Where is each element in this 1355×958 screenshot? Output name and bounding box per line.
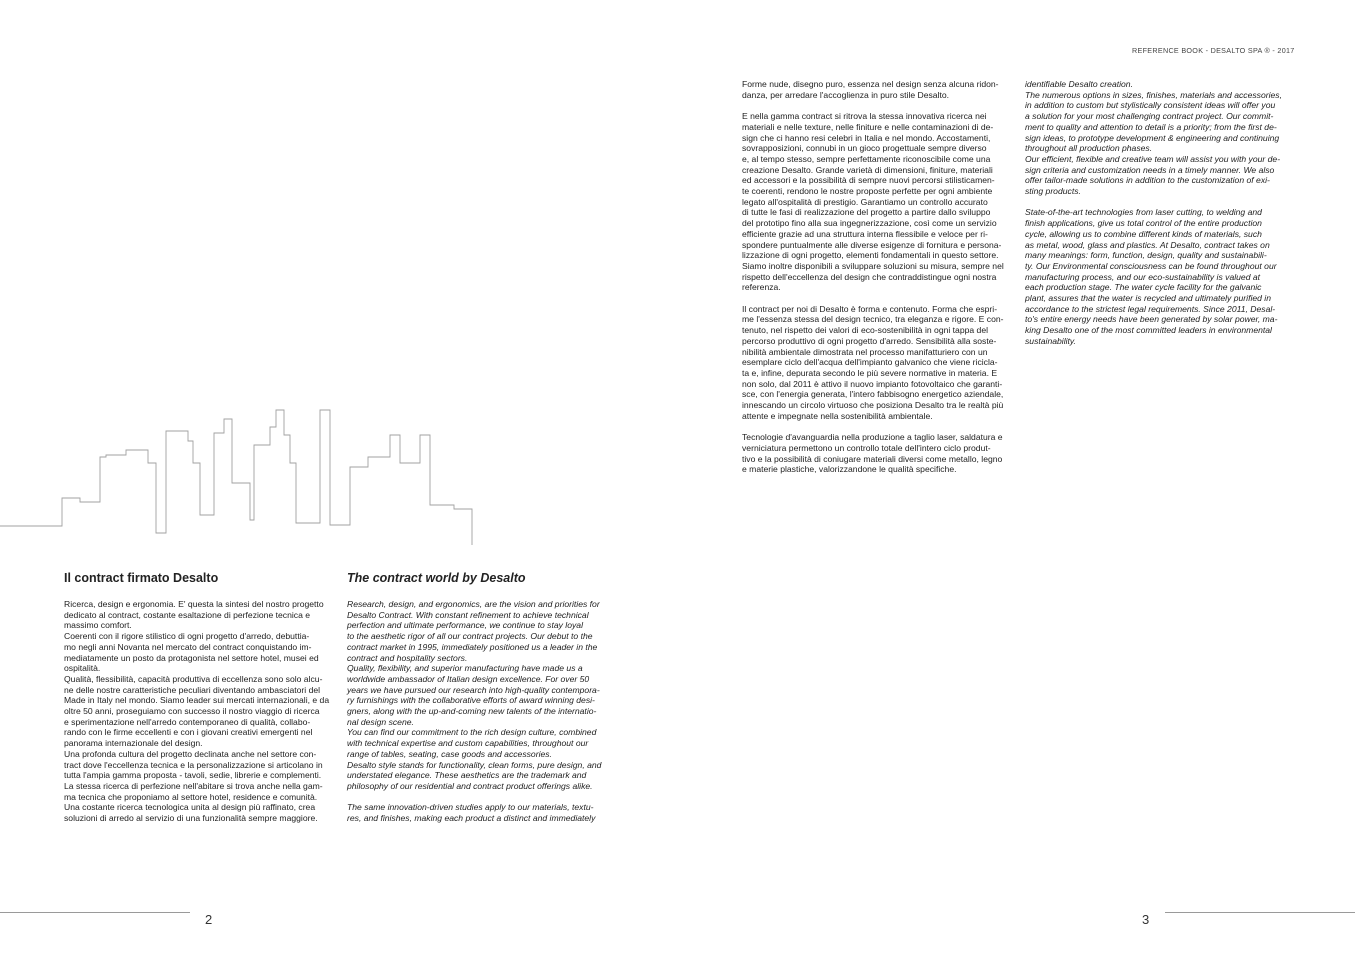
left-english-column xyxy=(347,571,614,824)
paragraph: Our efficient, flexible and creative team will assist you with your de- sign criteria and customization needs in a timely manner. We also offer tailor-made solutions in addition to the customization of exi- sting products. xyxy=(1025,153,1281,197)
paragraph: The numerous options in sizes, finishes, materials and accessories, in addition to custom but stylistically consistent ideas will offer you a solution for your most challenging contract project. Our commit- ment to quality and attention to detail is a priority; from the first de- sign ideas, to prototype development & engineering and continuing throughout all production phases. xyxy=(1025,89,1282,154)
paragraph: The same innovation-driven studies apply to our materials, textu- res, and finishes, making each product a distinct and immediately xyxy=(347,802,596,824)
paragraph: E nella gamma contract si ritrova la stessa innovativa ricerca nei materiali e nelle texture, nelle finiture e nelle contaminazioni di de- sign che ci hanno resi celebri in Italia e nel mondo. Accostamenti, sovrapposizioni, connubi in un gioco progettuale sempre diverso e, al tempo stesso, sempre perfettamente riconoscibile come una creazione Desalto. Grande varietà di dimensioni, finiture, materiali ed accessori e la possibilità di sempre nuovi percorsi stilisticamen- te coerenti, rendono le nostre proposte perfette per ogni ambiente legato all'ospitalità di prestigio. Garantiamo un controllo accurato di tutte le fasi di realizzazione del progetto a partire dallo sviluppo del prototipo fino alla sua ingegnerizzazione, così come un servizio efficiente grazie ad una struttura interna flessibile e veloce per ri- spondere puntualmente alle diverse esigenze di fornitura e persona- lizzazione di ogni progetto, elementi fondamentali in questo settore. Siamo inoltre disponibili a sviluppare soluzioni su misura, sempre nel rispetto dell'eccellenza del design che contraddistingue ogni nostra referenza. xyxy=(742,111,1004,293)
footer-rule-left xyxy=(0,912,190,913)
paragraph: Desalto style stands for functionality, clean forms, pure design, and understated elegance. These aesthetics are the trademark and philosophy of our residential and contract product offerings alike. xyxy=(347,759,602,791)
skyline-outline xyxy=(0,410,472,545)
running-header: REFERENCE BOOK - DESALTO SPA ® - 2017 xyxy=(1132,46,1295,55)
skyline-illustration xyxy=(0,405,480,550)
paragraph: Research, design, and ergonomics, are the vision and priorities for Desalto Contract. With constant refinement to achieve technical perfection and ultimate performance, we continue to stay loyal to the aesthetic rigor of all our contract projects. Our debut to the contract market in 1995, immediately positioned us a leader in the contract and hospitality sectors. xyxy=(347,599,600,663)
italian-heading: Il contract firmato Desalto xyxy=(64,571,219,585)
paragraph: Quality, flexibility, and superior manufacturing have made us a worldwide ambassador of Italian design excellence. For over 50 years we have pursued our research into high-quality contempora- ry furnishings with the collaborative efforts of award winning desi- gners, along with the up-and-coming new talents of the internatio- nal design scene. xyxy=(347,663,600,727)
footer-rule-right xyxy=(1165,912,1355,913)
paragraph: You can find our commitment to the rich design culture, combined with technical expertise and custom capabilities, throughout our range of tables, seating, case goods and accessories. xyxy=(347,727,597,759)
left-italian-column xyxy=(64,571,331,824)
page-number-left: 2 xyxy=(205,912,213,927)
paragraph: identifiable Desalto creation. xyxy=(1025,79,1133,89)
page-number-right: 3 xyxy=(1142,912,1150,927)
paragraph: Qualità, flessibilità, capacità produttiva di eccellenza sono solo alcu- ne delle nostre caratteristiche peculiari diventando ambasciatori del Made in Italy nel mondo. Siamo leader sui mercati internazionali, e da oltre 50 anni, proseguiamo con successo il nostro viaggio di ricerca e sperimentazione nell'arredo contemporaneo di qualità, collabo- rando con le firme eccellenti e con i giovani creativi emergenti nel panorama internazionale del design. xyxy=(64,673,330,749)
paragraph: Il contract per noi di Desalto è forma e contenuto. Forma che espri- me l'essenza stessa del design tecnico, tra eleganza e rigore. E con- tenuto, nel rispetto dei valori di eco-sostenibilità in ogni tappa del percorso produttivo di ogni progetto d'arredo. Sensibilità alla soste- nibilità ambientale dimostrata nel processo manifatturiero con un esemplare ciclo dell'acqua dell'impianto galvanico che viene ricicla- ta e, infine, depurata secondo le più severe normative in materia. E non solo, dal 2011 è attivo il nuovo impianto fotovoltaico che garanti- sce, con l'energia generata, l'intero fabbisogno energetico aziendale, innescando un circolo virtuoso che posiziona Desalto tra le realtà più attente e impegnate nella sostenibilità ambientale. xyxy=(742,303,1004,421)
paragraph: Forme nude, disegno puro, essenza nel design senza alcuna ridon- danza, per arredare l'accoglienza in puro stile Desalto. xyxy=(742,79,999,100)
paragraph: Tecnologie d'avanguardia nella produzione a taglio laser, saldatura e verniciatura permettono un controllo totale dell'intero ciclo produt- tivo e la possibilità di coniugare materiali diversi come metallo, legno e materie plastiche, valorizzandone le qualità specifiche. xyxy=(742,432,1003,475)
paragraph: Ricerca, design e ergonomia. E' questa la sintesi del nostro progetto dedicato al contract, costante esaltazione di perfezione tecnica e massimo comfort. xyxy=(64,599,324,631)
paragraph: Una profonda cultura del progetto declinata anche nel settore con- tract dove l'eccellenza tecnica e la personalizzazione si articolano in tutta l'ampia gamma proposta - tavoli, sedie, librerie e complementi. La stessa ricerca di perfezione nell'abitare si trova anche nella gam- ma tecnica che proponiamo al settore hotel, residence e comunità. Una costante ricerca tecnologica unita al design più raffinato, crea soluzioni di arredo al servizio di una funzionalità sempre maggiore. xyxy=(64,748,323,824)
english-heading: The contract world by Desalto xyxy=(347,571,526,585)
right-italian-column xyxy=(742,79,1009,475)
paragraph: Coerenti con il rigore stilistico di ogni progetto d'arredo, debuttia- mo negli anni Novanta nel mercato del contract conquistando im- mediatamente un posto da protagonista nel settore hotel, musei ed ospitalità. xyxy=(64,631,319,674)
right-english-column xyxy=(1025,79,1292,347)
paragraph: State-of-the-art technologies from laser cutting, to welding and finish applications, give us total control of the entire production cycle, allowing us to combine different kinds of materials, such as metal, wood, glass and plastics. At Desalto, contract takes on many meanings: form, function, design, quality and sustainabili- ty. Our Environmental consciousness can be found throughout our manufacturing process, and our eco-sustainability is valued at each production stage. The water cycle facility for the galvanic plant, assures that the water is recycled and ultimately purified in accordance to the strictest legal requirements. Since 2011, Desal- to's entire energy needs have been generated by solar power, ma- king Desalto one of the most committed leaders in environmental sustainability. xyxy=(1025,207,1278,346)
